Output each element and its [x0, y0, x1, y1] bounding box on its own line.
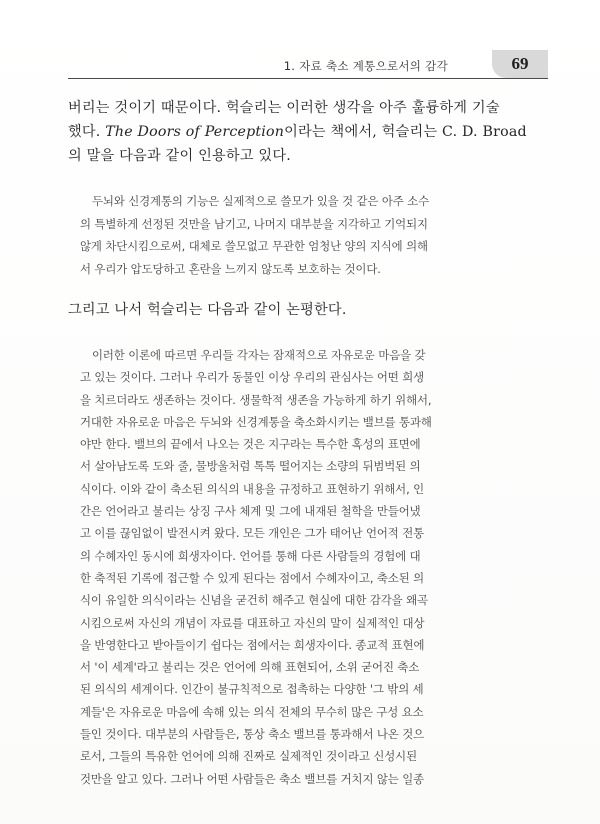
quote-line: 의 특별하게 선정된 것만을 남기고, 나머지 대부분을 지각하고 기억되지	[80, 216, 428, 231]
quote-line: 들인 것이다. 대부분의 사람들은, 통상 축소 밸브를 통과해서 나온 것으	[80, 727, 425, 742]
quote-line: 서 살아남도록 도와 줄, 물방울처럼 톡톡 떨어지는 소량의 뒤범벅된 의	[80, 459, 421, 474]
quote-line: 이러한 이론에 따르면 우리들 각자는 잠재적으로 자유로운 마음을 갖	[92, 348, 426, 362]
running-header	[68, 56, 548, 79]
quote-line: 식이 유일한 의식이라는 신념을 굳건히 해주고 현실에 대한 감각을 왜곡	[80, 593, 428, 608]
quote-line: 의 수혜자인 동시에 희생자이다. 언어를 통해 다른 사람들의 경험에 대	[80, 548, 421, 563]
page-number: 69	[492, 50, 548, 78]
quote-line: 서 '이 세계'라고 불리는 것은 언어에 의해 표현되어, 소위 굳어진 축소	[80, 660, 420, 675]
quote-line: 한 축적된 기록에 접근할 수 있게 된다는 점에서 수혜자이고, 축소된 의	[80, 570, 425, 585]
quote-line: 을 반영한다고 받아들이기 쉽다는 점에서는 희생자이다. 종교적 표현에	[80, 637, 425, 652]
book-title: The Doors of Perception	[105, 124, 285, 140]
quote-line: 시킴으로써 자신의 개념이 자료를 대표하고 자신의 말이 실제적인 대상	[80, 615, 425, 630]
paragraph-line: 버리는 것이기 때문이다. 헉슬리는 이러한 생각을 아주 훌륭하게 기술	[68, 100, 500, 116]
block-quote-huxley	[80, 344, 452, 790]
quote-line: 고 이를 끊임없이 발전시켜 왔다. 모든 개인은 그가 태어난 언어적 전통	[80, 526, 425, 541]
quote-line: 고 있는 것이다. 그러나 우리가 동물인 이상 우리의 관심사는 어떤 희생	[80, 370, 425, 385]
paragraph-2	[68, 298, 464, 322]
paragraph-line: 의 말을 다음과 같이 인용하고 있다.	[68, 148, 291, 164]
quote-line: 야만 한다. 밸브의 끝에서 나오는 것은 지구라는 특수한 혹성의 표면에	[80, 437, 421, 452]
quote-line: 거대한 자유로운 마음은 두뇌와 신경계통을 축소화시키는 밸브를 통과해	[80, 414, 432, 429]
quote-line: 간은 언어라고 불리는 상징 구사 체계 및 그에 내재된 철학을 만들어냈	[80, 504, 421, 519]
quote-line: 서 우리가 압도당하고 혼란을 느끼지 않도록 보호하는 것이다.	[80, 261, 381, 276]
quote-line: 을 치르더라도 생존하는 것이다. 생물학적 생존을 가능하게 하기 위해서,	[80, 392, 432, 407]
paragraph-line	[68, 120, 527, 144]
quote-line: 것만을 알고 있다. 그러나 어떤 사람들은 축소 밸브를 거치지 않는 일종	[80, 771, 425, 786]
paragraph-line: 그리고 나서 헉슬리는 다음과 같이 논평한다.	[68, 302, 347, 318]
quote-line: 않게 차단시킴으로써, 대체로 쓸모없고 무관한 엄청난 양의 지식에 의해	[80, 239, 428, 253]
text-run: 했다.	[68, 124, 101, 140]
block-quote-broad	[80, 190, 452, 280]
quote-line: 로서, 그들의 특유한 언어에 의해 진짜로 실제적인 것이라고 신성시된	[80, 749, 417, 764]
quote-line: 두뇌와 신경계통의 기능은 실제적으로 쓸모가 있을 것 같은 아주 소수	[92, 194, 429, 208]
quote-line: 계들'은 자유로운 마음에 속해 있는 의식 전체의 무수히 많은 구성 요소	[80, 704, 424, 719]
quote-line: 된 의식의 세계이다. 인간이 불규칙적으로 접촉하는 다양한 '그 밖의 세	[80, 682, 424, 697]
section-title: 1. 자료 축소 계통으로서의 감각	[283, 59, 448, 73]
quote-line: 식이다. 이와 같이 축소된 의식의 내용을 규정하고 표현하기 위해서, 인	[80, 481, 425, 496]
text-run: 이라는 책에서, 헉슬리는 C. D. Broad	[284, 124, 527, 140]
paragraph-1	[68, 96, 527, 168]
